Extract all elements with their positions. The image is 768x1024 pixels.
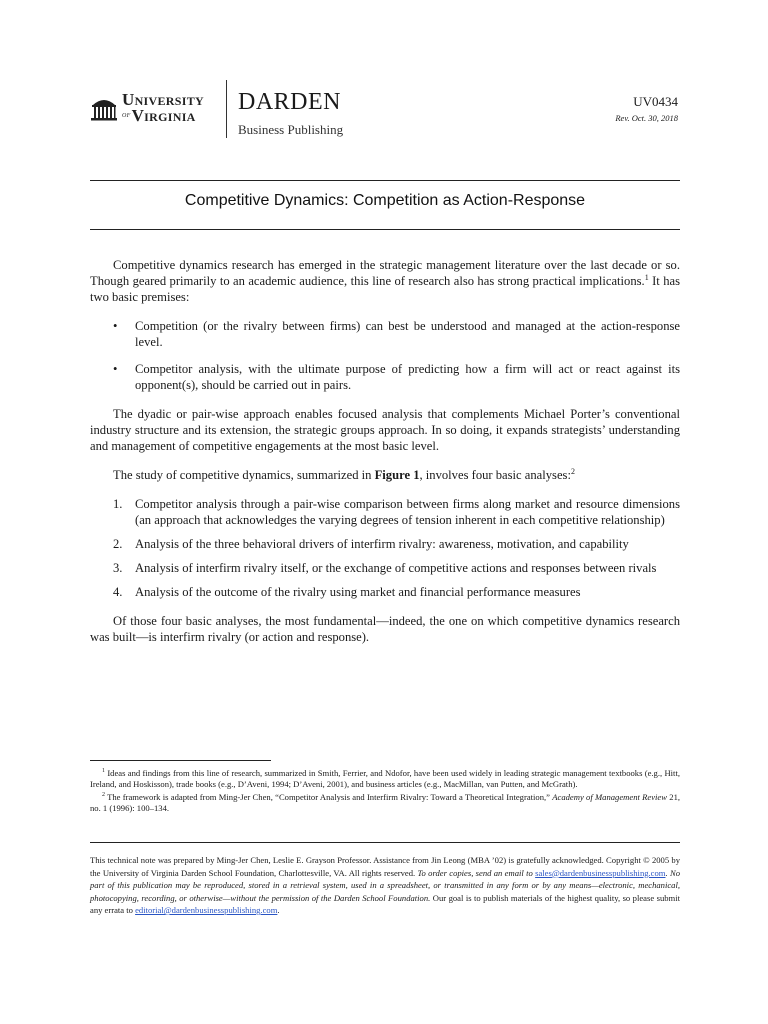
darden-logo — [238, 90, 343, 138]
editorial-email-link[interactable]: editorial@dardenbusinesspublishing.com — [135, 905, 278, 915]
bullet-glyph: • — [113, 362, 118, 376]
uva-wordmark-of: of — [122, 109, 131, 120]
darden-subtitle: Business Publishing — [238, 122, 344, 137]
footnotes — [90, 768, 680, 816]
sales-email-link[interactable]: sales@dardenbusinesspublishing.com — [535, 867, 666, 878]
copyright-notice: This technical note was prepared by Ming-Jer Chen, Leslie E. Grayson Professor. Assistance from Jin Leong (MBA ’02) is gratefully acknowledged. Copyright © 2005 by the University of Virginia Darden School Foundation, Charlottesville, VA. All rights reserved. To order copies, send an email to sales@dardenbusinesspublishing.com. No part of this publication may be reproduced, stored in a retrieval system, used in a spreadsheet, or transmitted in any form or by any means—electronic, mechanical, photocopying, recording, or otherwise—without the permission of the Darden School Foundation. Our goal is to publish materials of the highest quality, so please submit any errata to editorial@dardenbusinesspublishing.com. — [90, 855, 681, 915]
footnote-ref-2: 2 — [570, 466, 575, 476]
uva-logo — [90, 92, 204, 124]
list-item: • Competition (or the rivalry between firms) can best be understood and managed at the action-response level. — [113, 319, 680, 349]
document-body — [90, 257, 680, 658]
paragraph-dyadic: The dyadic or pair-wise approach enables focused analysis that complements Michael Porter’s conventional industry structure and its extension, the strategic groups approach. In so doing, it expands strategists’ understanding and management of competitive engagements at the most basic level. — [90, 407, 680, 453]
copyright-separator — [90, 842, 680, 843]
paragraph-intro: Competitive dynamics research has emerged in the strategic management literature over the last decade or so. Though geared primarily to an academic audience, this line of research also has strong practical implications.$^1$ It has two basic premises: — [90, 258, 681, 304]
analyses-list — [90, 496, 680, 600]
footnote-separator — [90, 760, 271, 761]
paragraph-study: The study of competitive dynamics, summarized in Figure 1, involves four basic analyses:$^2$ — [113, 466, 575, 482]
list-item: 2. Analysis of the three behavioral drivers of interfirm rivalry: awareness, motivation, and capability — [113, 537, 629, 551]
footnote-2: $^2$ The framework is adapted from Ming-Jer Chen, “Competitor Analysis and Interfirm Rivalry: Toward a Theoretical Integration,” Academy of Management Review 21, no. 1 (1996): 100–134. — [90, 792, 681, 813]
figure-reference: Figure 1 — [374, 468, 420, 482]
revision-date: Rev. Oct. 30, 2018 — [615, 113, 678, 123]
list-item: 1. Competitor analysis through a pair-wise comparison between firms along market and resource dimensions (an approach that acknowledges the varying degrees of tension inherent in each competitive relationship) — [113, 497, 680, 527]
document-title: Competitive Dynamics: Competition as Action-Response — [184, 192, 586, 209]
list-item: • Competitor analysis, with the ultimate purpose of predicting how a firm will act or react against its opponent(s), should be carried out in pairs. — [113, 362, 680, 392]
title-rule-top — [90, 180, 680, 181]
footnote-ref-1: 1 — [644, 272, 649, 282]
bullet-glyph: • — [113, 319, 118, 333]
uva-wordmark-top: University — [122, 90, 204, 109]
case-identifier — [615, 94, 678, 123]
title-rule-bottom — [90, 229, 680, 230]
footnote-1: $^1$ Ideas and findings from this line of research, summarized in Smith, Ferrier, and Ndofor, have been used widely in leading strategic management textbooks (e.g., Hitt, Ireland, and Hoskisson), trade books (e.g., D’Aveni, 1994; D’Aveni, 2001), and business articles (e.g., MacMillan, van Putten, and McGrath). — [90, 768, 680, 789]
premises-list — [90, 318, 680, 393]
logo-divider — [226, 80, 227, 138]
list-item: 3. Analysis of interfirm rivalry itself, or the exchange of competitive actions and responses between rivals — [113, 561, 657, 575]
darden-title: DARDEN — [238, 89, 341, 115]
list-item: 4. Analysis of the outcome of the rivalry using market and financial performance measures — [113, 585, 581, 599]
paragraph-conclusion: Of those four basic analyses, the most fundamental—indeed, the one on which competitive dynamics research was built—is interfirm rivalry (or action and response). — [90, 614, 680, 644]
rotunda-icon — [90, 94, 118, 122]
uva-wordmark-bottom: Virginia — [131, 106, 196, 126]
case-code: UV0434 — [633, 94, 678, 109]
